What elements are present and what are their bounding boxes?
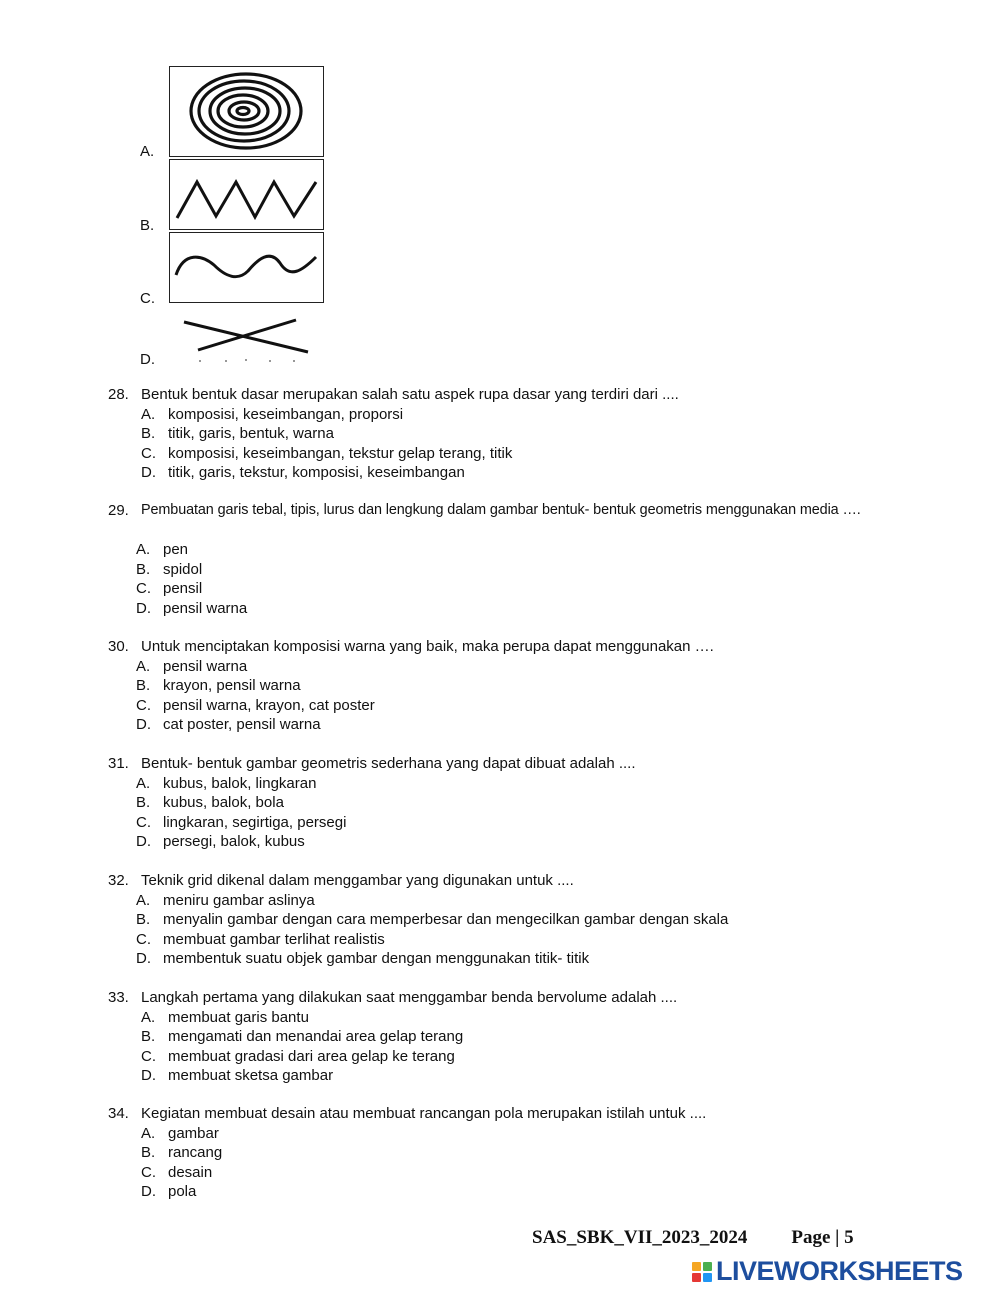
option-letter: B. [141,1144,156,1161]
option-text: gambar [168,1124,219,1142]
option-item[interactable] [108,1027,908,1047]
crossed-lines-icon [174,314,324,364]
option-list [108,657,908,735]
figure-option-a-box [169,66,324,157]
liveworksheets-brand [692,1256,963,1287]
figure-option-d-label: D. [140,351,155,368]
option-text: krayon, pensil warna [163,677,301,694]
page-number: Page | 5 [791,1227,854,1248]
liveworksheets-logo-icon [692,1262,712,1282]
figure-option-b-box [169,159,324,230]
option-item[interactable] [108,696,908,716]
option-list [108,405,908,483]
option-item[interactable] [108,910,908,930]
option-text: lingkaran, segirtiga, persegi [163,813,347,831]
question-text: Teknik grid dikenal dalam menggambar yang digunakan untuk .... [141,872,574,889]
option-list [108,774,908,852]
option-letter: B. [141,425,156,442]
option-text: cat poster, pensil warna [163,716,321,733]
option-letter: B. [141,1028,156,1045]
option-item[interactable] [108,813,908,833]
question-number: 33. [108,989,129,1006]
option-text: mengamati dan menandai area gelap terang [168,1028,464,1045]
option-text: meniru gambar aslinya [163,891,315,909]
option-text: membuat garis bantu [168,1008,309,1026]
option-letter: A. [141,1124,156,1142]
question-text: Pembuatan garis tebal, tipis, lurus dan lengkung dalam gambar bentuk- bentuk geometris menggunakan media …. [141,502,861,518]
option-letter: C. [136,580,151,597]
question-32 [108,871,908,969]
question-33 [108,988,908,1086]
logo-square [692,1262,701,1271]
question-text: Bentuk- bentuk gambar geometris sederhana yang dapat dibuat adalah .... [141,755,636,772]
option-text: pensil warna [163,599,248,617]
option-text: membentuk suatu objek gambar dengan menggunakan titik- titik [163,950,590,967]
option-letter: B. [136,794,151,811]
option-item[interactable] [108,1143,908,1163]
option-item[interactable] [108,540,908,560]
option-letter: B. [136,677,151,694]
option-item[interactable] [108,832,908,852]
option-letter: C. [136,696,151,714]
option-letter: A. [136,891,151,909]
option-letter: A. [141,1008,156,1026]
option-item[interactable] [108,676,908,696]
option-item[interactable] [108,715,908,735]
option-text: titik, garis, bentuk, warna [168,425,334,442]
spiral-icon [170,67,323,156]
logo-square [692,1273,701,1282]
option-item[interactable] [108,1008,908,1028]
question-number: 29. [108,502,129,519]
option-text: pensil warna [163,657,248,675]
option-item[interactable] [108,774,908,794]
option-letter: A. [136,774,151,792]
option-letter: C. [136,813,151,831]
option-letter: D. [136,833,151,850]
option-item[interactable] [108,891,908,911]
question-29 [108,501,908,618]
question-number: 34. [108,1105,129,1122]
question-text: Kegiatan membuat desain atau membuat rancangan pola merupakan istilah untuk .... [141,1105,707,1122]
question-text: Langkah pertama yang dilakukan saat menggambar benda bervolume adalah .... [141,989,678,1006]
option-text: membuat gambar terlihat realistis [163,930,385,948]
option-item[interactable] [108,599,908,619]
option-letter: D. [141,1067,156,1084]
question-number: 31. [108,755,129,772]
figure-option-d-box [174,314,324,364]
option-item[interactable] [108,793,908,813]
wavy-line-icon [170,233,323,302]
option-text: kubus, balok, bola [163,794,284,811]
option-item[interactable] [108,657,908,677]
option-text: persegi, balok, kubus [163,833,305,850]
option-text: pola [168,1183,197,1200]
question-text: Bentuk bentuk dasar merupakan salah satu aspek rupa dasar yang terdiri dari .... [141,386,679,403]
option-item[interactable] [108,1163,908,1183]
option-letter: D. [136,950,151,967]
logo-square [703,1273,712,1282]
page-footer [532,1227,854,1249]
option-text: menyalin gambar dengan cara memperbesar dan mengecilkan gambar dengan skala [163,911,729,928]
option-item[interactable] [108,560,908,580]
option-item[interactable] [108,930,908,950]
question-number: 30. [108,638,129,655]
option-letter: A. [136,541,151,558]
question-30 [108,637,908,735]
option-item[interactable] [108,1066,908,1086]
option-letter: A. [141,405,156,423]
question-text: Untuk menciptakan komposisi warna yang baik, maka perupa dapat menggunakan …. [141,638,714,655]
option-text: komposisi, keseimbangan, tekstur gelap terang, titik [168,444,513,462]
figure-option-c-label: C. [140,290,155,307]
option-text: titik, garis, tekstur, komposisi, keseimbangan [168,464,465,481]
option-text: pensil [163,580,203,597]
question-34 [108,1104,908,1202]
option-letter: C. [141,1163,156,1181]
question-number: 32. [108,872,129,889]
zigzag-line-icon [170,160,323,229]
brand-name: LIVEWORKSHEETS [716,1256,963,1286]
option-item[interactable] [108,579,908,599]
option-text: desain [168,1163,213,1181]
option-item[interactable] [108,405,908,425]
option-letter: A. [136,657,151,675]
option-text: rancang [168,1144,223,1161]
option-list [108,891,908,969]
option-item[interactable] [108,424,908,444]
question-number: 28. [108,386,129,403]
option-list [108,540,908,618]
option-list [108,1008,908,1086]
option-text: membuat sketsa gambar [168,1067,334,1084]
option-item[interactable] [108,463,908,483]
option-text: spidol [163,560,203,578]
question-31 [108,754,908,852]
option-item[interactable] [108,1047,908,1067]
document-code: SAS_SBK_VII_2023_2024 [532,1227,748,1248]
option-letter: B. [136,911,151,928]
option-text: membuat gradasi dari area gelap ke terang [168,1047,455,1065]
option-letter: D. [136,716,151,733]
option-letter: D. [141,1183,156,1200]
figure-option-b-label: B. [140,217,155,234]
option-letter: D. [141,464,156,481]
question-28 [108,385,908,483]
option-letter: B. [136,560,151,578]
option-text: komposisi, keseimbangan, proporsi [168,405,404,423]
option-item[interactable] [108,1124,908,1144]
figure-option-a-label: A. [140,143,155,160]
option-text: pen [163,541,189,558]
option-text: kubus, balok, lingkaran [163,774,317,792]
figure-option-c-box [169,232,324,303]
logo-square [703,1262,712,1271]
option-letter: C. [136,930,151,948]
option-letter: D. [136,599,151,617]
option-item[interactable] [108,444,908,464]
option-letter: C. [141,1047,156,1065]
option-item[interactable] [108,949,908,969]
option-list [108,1124,908,1202]
option-letter: C. [141,444,156,462]
option-text: pensil warna, krayon, cat poster [163,696,375,714]
option-item[interactable] [108,1182,908,1202]
